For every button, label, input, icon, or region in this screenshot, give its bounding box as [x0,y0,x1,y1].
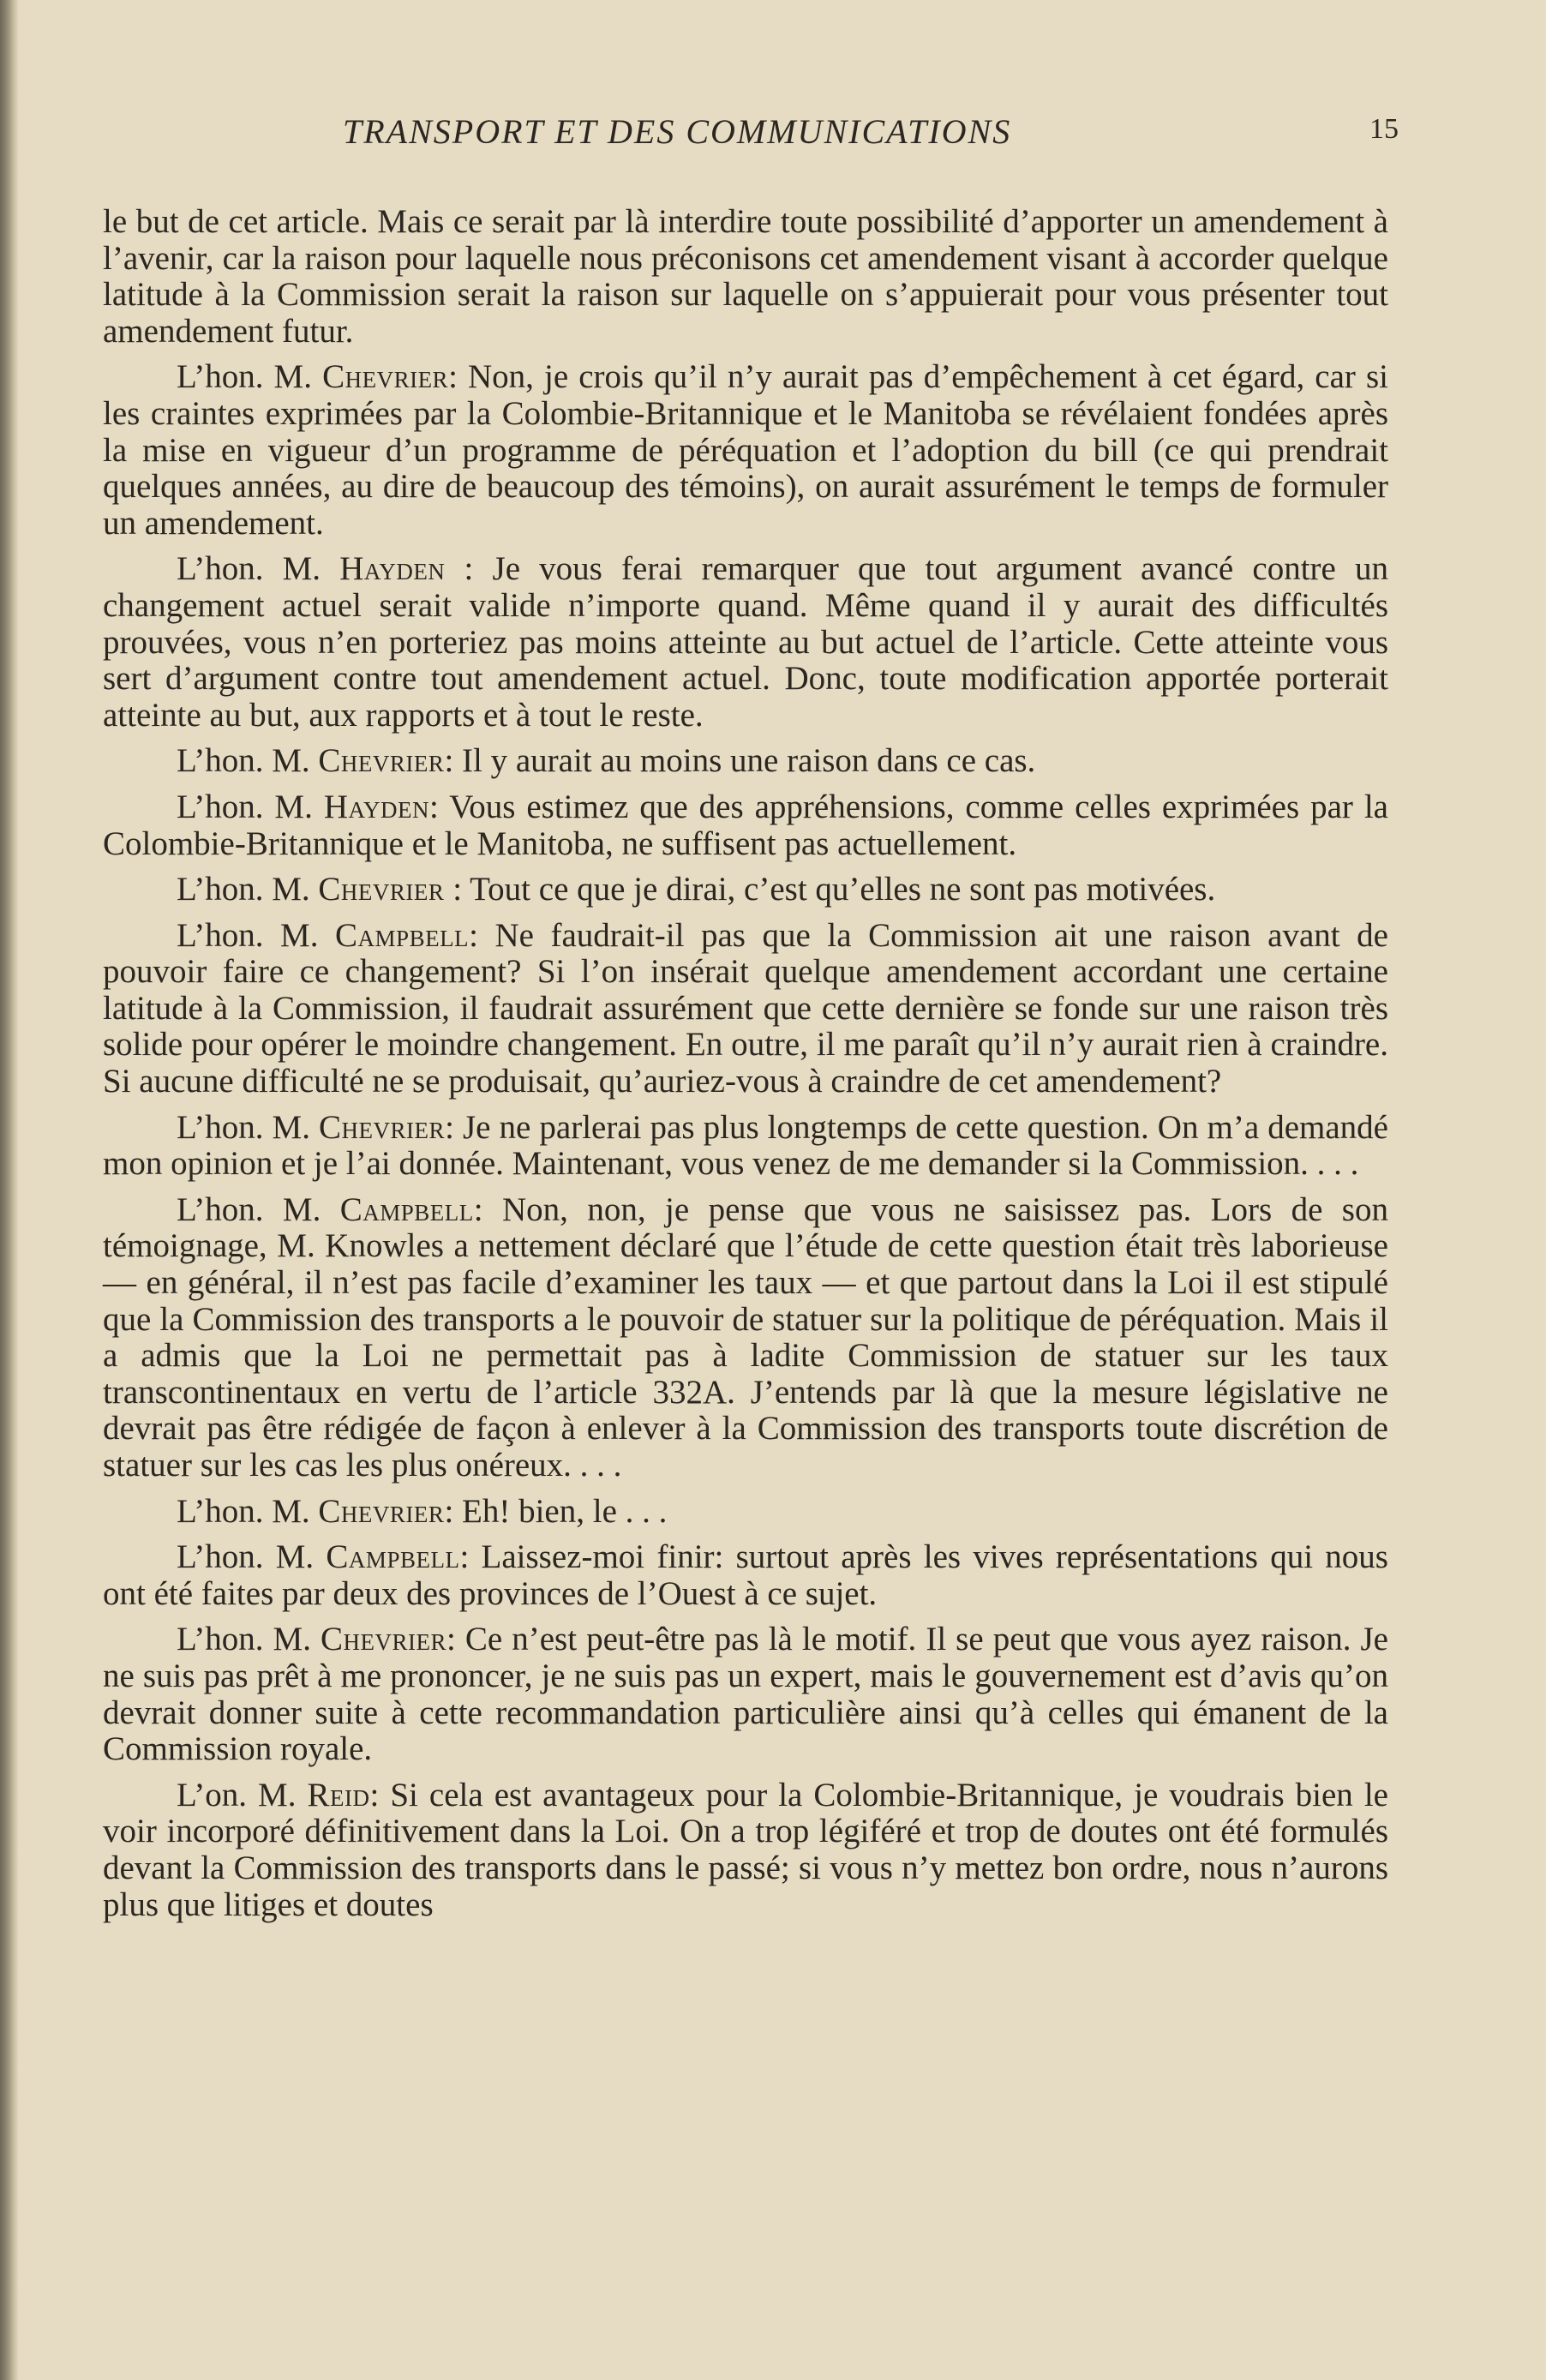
speaker-name: Hayden [323,788,429,825]
paragraph-1 [103,204,1388,350]
speaker-title: L’hon. M. [177,1190,340,1228]
paragraph-text: : Il y aurait au moins une raison dans ce cas. [444,742,1036,780]
paragraph-12 [103,1622,1388,1767]
speaker-name: Campbell [339,1190,474,1228]
running-head [103,96,1399,165]
speaker-title: L’hon. M. [177,550,340,588]
speaker-name: Reid [307,1776,370,1813]
paragraph-text: : Je ne parlerai pas plus longtemps de cette question. On m’a demandé mon opinion et je l’ai donnée. Maintenant, vous venez de me demander si la Commission. . . . [103,1108,1388,1183]
binding-edge [0,0,19,2380]
speaker-title: L’hon. M. [177,742,319,780]
speaker-title: L’hon. M. [177,916,336,954]
paragraph-8 [103,1110,1388,1183]
paragraph-6 [103,872,1388,908]
speaker-title: L’on. M. [177,1776,308,1813]
speaker-name: Chevrier [318,871,445,908]
paragraph-text: : Non, je crois qu’il n’y aurait pas d’empêchement à cet égard, car si les craintes exprimées par la Colombie-Britannique et le Manitoba se révélaient fondées après la mise en vigueur d’un programme de péréquation et l’adoption du bill (ce qui prendrait quelques années, au dire de beaucoup des témoins), on aurait assurément le temps de formuler un amendement. [103,358,1388,542]
speaker-name: Chevrier [319,1108,446,1146]
paragraph-11 [103,1539,1388,1612]
paragraph-13 [103,1778,1388,1923]
speaker-name: Campbell [326,1538,460,1576]
page-number: 15 [1369,113,1399,145]
paragraph-text: : Je vous ferai remarquer que tout argument avancé contre un changement actuel serait valide n’importe quand. Même quand il y aurait des difficultés prouvées, vous n’en porteriez pas moins atteinte au but actuel de l’article. Cette atteinte vous sert d’argument contre tout amendement actuel. Donc, toute modification apportée porterait atteinte au but, aux rapports et à tout le reste. [103,550,1388,734]
speaker-title: L’hon. M. [177,358,323,396]
speaker-title: L’hon. M. [177,1621,321,1658]
paragraph-5 [103,789,1388,862]
speaker-title: L’hon. M. [177,1108,320,1146]
paragraph-text: : Ne faudrait-il pas que la Commission ait une raison avant de pouvoir faire ce changement? Si l’on insérait quelque amendement accordant une certaine latitude à la Commission, il faudrait assurément que cette dernière se fonde sur une raison très solide pour opérer le moindre changement. En outre, il me paraît qu’il n’y aurait rien à craindre. Si aucune difficulté ne se produisait, qu’auriez-vous à craindre de cet amendement? [103,916,1388,1100]
paragraph-text: : Si cela est avantageux pour la Colombie-Britannique, je voudrais bien le voir incorporé définitivement dans la Loi. On a trop légiféré et trop de doutes ont été formulés devant la Commission des transports dans le passé; si vous n’y mettez bon ordre, nous n’aurons plus que litiges et doutes [103,1776,1388,1923]
paragraph-text: : Laissez-moi finir: surtout après les vives représentations qui nous ont été faites par deux des provinces de l’Ouest à ce sujet. [103,1538,1388,1612]
paragraph-4 [103,743,1388,780]
paragraph-10 [103,1494,1388,1531]
speaker-name: Chevrier [318,1492,445,1530]
speaker-title: L’hon. M. [177,871,319,908]
speaker-name: Chevrier [322,358,449,396]
speaker-title: L’hon. M. [177,1538,327,1576]
paragraph-text: : Vous estimez que des appréhensions, comme celles exprimées par la Colombie-Britannique et le Manitoba, ne suffisent pas actuellement. [103,788,1388,862]
paragraph-7 [103,918,1388,1100]
paragraph-text: : Non, non, je pense que vous ne saisissez pas. Lors de son témoignage, M. Knowles a nettement déclaré que l’étude de cette question était très laborieuse — en général, il n’est pas facile d’examiner les taux — et que partout dans la Loi il est stipulé que la Commission des transports a le pouvoir de statuer sur la politique de péréquation. Mais il a admis que la Loi ne permettait pas à ladite Commission de statuer sur les taux transcontinentaux en vertu de l’article 332A. J’entends par là que la mesure législative ne devrait pas être rédigée de façon à enlever à la Commission des transports toute discrétion de statuer sur les cas les plus onéreux. . . . [103,1190,1388,1484]
paragraph-2 [103,359,1388,542]
speaker-title: L’hon. M. [177,788,324,825]
running-title: TRANSPORT ET DES COMMUNICATIONS [343,112,1012,151]
paragraph-text: : Ce n’est peut-être pas là le motif. Il se peut que vous ayez raison. Je ne suis pas prêt à me prononcer, je ne suis pas un expert, mais le gouvernement est d’avis qu’on devrait donner suite à cette recommandation particulière ainsi qu’à celles qui émanent de la Commission royale. [103,1621,1388,1768]
speaker-name: Hayden [339,550,446,588]
paragraph-text: le but de cet article. Mais ce serait par là interdire toute possibilité d’apporter un amendement à l’avenir, car la raison pour laquelle nous préconisons cet amendement visant à accorder quelque latitude à la Commission serait la raison sur laquelle on s’appuierait pour vous présenter tout amendement futur. [103,203,1388,350]
body-text [103,204,1388,1923]
speaker-title: L’hon. M. [177,1492,319,1530]
speaker-name: Campbell [335,916,470,954]
speaker-name: Chevrier [320,1621,446,1658]
speaker-name: Chevrier [318,742,445,780]
paragraph-9 [103,1192,1388,1484]
paragraph-3 [103,551,1388,734]
paragraph-text: : Eh! bien, le . . . [444,1492,668,1530]
paragraph-text: : Tout ce que je dirai, c’est qu’elles ne sont pas motivées. [444,871,1216,908]
book-page [103,96,1399,1933]
